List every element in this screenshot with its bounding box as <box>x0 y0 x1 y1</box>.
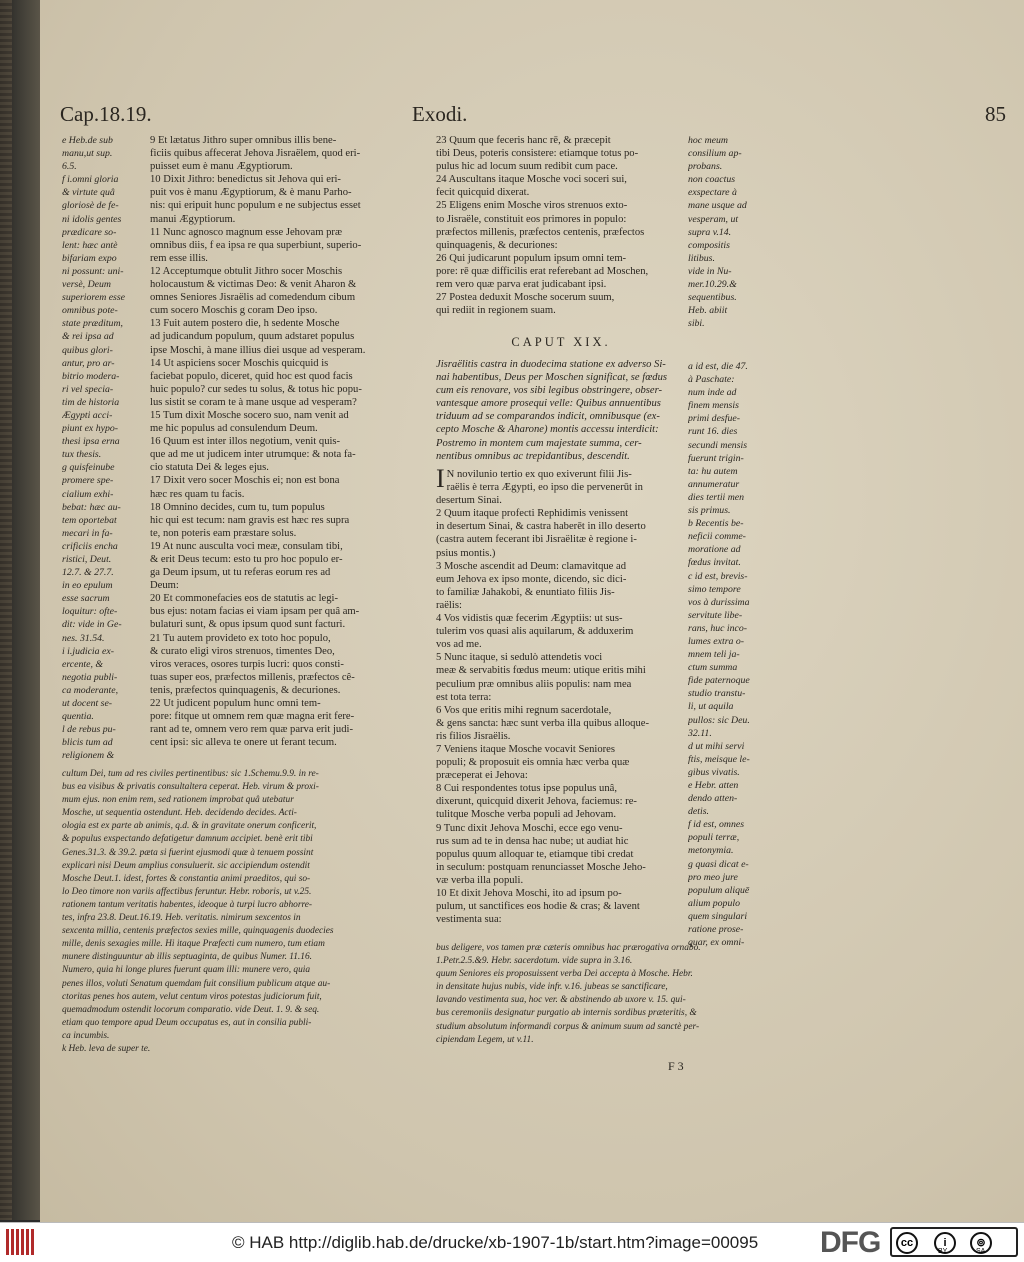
footnote-line: bus ea visibus & privatis consultaltera ceperat. Heb. virum & proxi- <box>62 782 319 793</box>
footnote-line: & populus exspectando defatigetur damnum accipiet. benè erit tibi <box>62 834 313 845</box>
margin-note-line: primi desfue- <box>688 413 740 425</box>
text-line: 9 Et lætatus Jithro super omnibus illis bene- <box>150 135 337 146</box>
margin-note-line: blicis tum ad <box>62 737 113 749</box>
margin-note-line: mecari in fa- <box>62 527 113 539</box>
margin-note-line: tim de historia <box>62 396 120 408</box>
margin-note-line: mnem teli ja- <box>688 649 740 661</box>
text-line: peculium præ omnibus aliis populis: nam mea <box>436 678 632 690</box>
text-line: me hic populus ad consulendum Deum. <box>150 423 318 435</box>
text-line: 10 Et dixit Jehova Moschi, ito ad ipsum po- <box>436 888 622 899</box>
text-line: 24 Auscultans itaque Mosche voci soceri sui, <box>436 174 627 186</box>
text-line: præceperat ei Jehova: <box>436 770 528 782</box>
text-line: tibi Deus, poteris consistere: etiamque totus po- <box>436 148 639 160</box>
text-line: omnes Seniores Jisraëlis ad comedendum cibum <box>150 292 356 304</box>
margin-note-line: ta: hu autem <box>688 465 738 477</box>
text-line: hæc res quam tu facis. <box>150 488 245 500</box>
text-line: 21 Tu autem provideto ex toto hoc populo, <box>150 632 331 644</box>
text-line: pulum, ut sanctifices eos hodie & cras; & lavent <box>436 901 640 913</box>
footnote-line: bus ceremoniis designatur purgatio ab internis sordibus præteritis, & <box>436 1008 697 1019</box>
margin-note-line: tem oportebat <box>62 514 117 526</box>
margin-note-line: annumeratur <box>688 478 740 490</box>
footnote-line: quum Seniores eis proposuissent verba Dei accepta à Mosche. Hebr. <box>436 969 693 980</box>
sa-label: SA <box>976 1248 986 1255</box>
text-line: 23 Quum que feceris hanc rē, & præcepit <box>436 135 611 146</box>
margin-note-line: quibus glori- <box>62 344 113 356</box>
margin-note-line: dit: vide in Ge- <box>62 619 122 631</box>
margin-note-line: cialium exhi- <box>62 488 114 500</box>
margin-note-line: antur, pro ar- <box>62 357 115 369</box>
margin-note-line: loquitur: ofte- <box>62 606 118 618</box>
margin-note-line: ut docent se- <box>62 698 113 710</box>
text-line: rant ad te, omnem vero rem quæ parva erit judi- <box>150 724 353 736</box>
text-line: 15 Tum dixit Mosche socero suo, nam venit ad <box>150 409 349 421</box>
text-line: puisset eum è manu Ægyptiorum. <box>150 161 293 173</box>
text-line: ficiis quibus affecerat Jehova Jisraëlem, quod eri- <box>150 148 361 160</box>
source-url[interactable]: © HAB http://diglib.hab.de/drucke/xb-1907-1b/start.htm?image=00095 <box>232 1233 759 1252</box>
text-line: rus sum ad te in densa hac nube; ut audiat hic <box>436 835 629 847</box>
chapter-summary <box>436 358 686 463</box>
margin-note-line: consilium ap- <box>688 148 742 160</box>
margin-note-line: pullos: sic Deu. <box>688 714 750 726</box>
margin-note-line: bitrio modera- <box>62 370 120 382</box>
footnote-line: cultum Dei, tum ad res civiles pertinentibus: sic 1.Schemu.9.9. in re- <box>62 769 319 779</box>
text-line: vos ad me. <box>436 639 482 651</box>
text-line: puit vos è manu Ægyptiorum, & è manu Parho- <box>150 187 352 199</box>
footnote-line: Mosche Deut.1. idest, fortes & constantia animi praeditos, qui so- <box>62 873 311 884</box>
margin-note-line: num inde ad <box>688 387 737 399</box>
margin-note-line: vide in Nu- <box>688 265 732 277</box>
text-line: que ad me ut judicem inter utrumque: & nota fa- <box>150 449 356 461</box>
text-line: fecit quicquid dixerat. <box>436 187 530 199</box>
text-line: est tota terra: <box>436 691 492 703</box>
margin-note-line: superiorem esse <box>62 292 126 304</box>
cc-icon: cc <box>896 1232 918 1254</box>
text-line: in seculum: postquam renunciasset Mosche Jeho- <box>436 861 646 873</box>
margin-note-line: studio transtu- <box>688 688 746 700</box>
footnote-line: bus deligere, vos tamen præ cæteris omnibus hac prærogativa ornabo. <box>436 943 701 953</box>
margin-note-line: promere spe- <box>62 475 114 487</box>
text-line: psius montis.) <box>436 547 496 559</box>
margin-note-line: ni possunt: uni- <box>62 265 124 277</box>
margin-note-line: à Paschate: <box>688 374 735 386</box>
text-line: 22 Ut judicent populum hunc omni tem- <box>150 698 321 710</box>
text-line: tulitque Mosche verba populi ad Jehovam. <box>436 809 617 821</box>
right-footnotes <box>436 942 780 1047</box>
text-line: populus quum alloquar te, etiamque tibi credat <box>436 848 634 860</box>
left-column-text <box>150 134 404 749</box>
margin-note-line: lumes extra o- <box>688 635 745 647</box>
margin-note-line: runt 16. dies <box>688 426 738 438</box>
right-marginal-notes-main <box>688 360 780 949</box>
left-footnotes <box>62 768 406 1056</box>
margin-note-line: tux thesis. <box>62 449 102 461</box>
margin-note-line: ristici, Deut. <box>62 554 112 565</box>
margin-note-line: gloriosè de fe- <box>62 200 119 212</box>
text-line: Deum: <box>150 580 179 592</box>
footnote-line: cipiendam Legem, ut v.11. <box>436 1034 534 1045</box>
footnote-line: penes illos, voluti Senatum quemdam fuit consilium publicum atque au- <box>62 978 331 989</box>
footnote-line: mum ejus. non enim rem, sed rationem improbat quâ utebatur <box>62 795 294 806</box>
margin-note-line: 32.11. <box>688 727 712 739</box>
margin-note-line: state præditum, <box>62 318 123 330</box>
text-line: raëlis: <box>436 599 462 611</box>
text-line: bus ejus: notam facias ei viam ipsam per quâ am- <box>150 606 360 618</box>
footnote-line: Genes.31.3. & 39.2. pæta si fuerint ejusmodi quæ à tenuem possint <box>62 847 314 858</box>
margin-note-line: thesi ipsa erna <box>62 436 120 448</box>
right-column-text-top <box>436 134 686 317</box>
margin-note-line: supra v.14. <box>688 226 732 238</box>
summary-line: triduum ad se comparandos indicit, omnibusque (ex- <box>436 411 660 423</box>
text-line: eum Jehova ex ipso monte, dicendo, sic dici- <box>436 573 627 585</box>
margin-note-line: negotia publi- <box>62 671 118 683</box>
footnote-line: sexcenta millia, centenis præfectos sexies mille, quinquagenis duodecies <box>62 926 334 937</box>
text-line: to Jisraële, constituit eos primores in populo: <box>436 213 627 225</box>
book-page <box>40 0 1024 1222</box>
margin-note-line: finem mensis <box>688 400 739 412</box>
margin-note-line: vesperam, ut <box>688 213 739 225</box>
footnote-line: quemadmodum ostendit locorum comparatio. vide Deut. 1. 9. & seq. <box>62 1004 320 1015</box>
margin-note-line: nes. 31.54. <box>62 632 105 644</box>
margin-note-line: detis. <box>688 806 709 818</box>
margin-note-line: religionem & <box>62 750 115 762</box>
text-line: quinquagenis, & decuriones: <box>436 239 558 251</box>
margin-note-line: non coactus <box>688 174 736 186</box>
footnote-line: rationem tantum veritatis habentes, ideoque à turpi lucro abhorre- <box>62 899 313 910</box>
book-title: Exodi. <box>412 102 468 126</box>
margin-note-line: d ut mihi servi <box>688 740 745 752</box>
margin-note-line: quar, ex omni- <box>688 937 745 949</box>
text-line: pore: fitque ut omnem rem quæ magna erit fere- <box>150 711 355 723</box>
margin-note-line: & rei ipsa ad <box>62 331 114 343</box>
text-line: holocaustum & victimas Deo: & venit Aharon & <box>150 279 357 291</box>
text-line: pulus hic ad locum suum redibit cum pace. <box>436 161 618 173</box>
margin-note-line: probans. <box>688 161 723 173</box>
margin-note-line: fuerunt trigin- <box>688 452 744 464</box>
footnote-line: lo Deo timore non variis affectibus feruntur. Hebr. roboris, ut v.25. <box>62 886 312 897</box>
margin-note-line: versè, Deum <box>62 279 111 291</box>
cc-license-badge[interactable] <box>890 1227 1018 1257</box>
text-line: tenis, præfectos quinquagenis, & decuriones. <box>150 684 341 696</box>
right-column-text-main <box>436 468 686 926</box>
chapter-heading: CAPUT XIX. <box>511 335 611 349</box>
text-line: manui Ægyptiorum. <box>150 213 236 225</box>
text-line: 25 Eligens enim Mosche viros strenuos exto- <box>436 200 628 212</box>
text-line: viros veraces, osores turpis lucri: quos consti- <box>150 658 344 670</box>
margin-note-line: dendo atten- <box>688 793 738 805</box>
left-marginal-notes <box>62 134 148 763</box>
text-line: 12 Acceptumque obtulit Jithro socer Moschis <box>150 265 343 277</box>
summary-line: cepto Mosche & Aharone) montis accessu interdicit: <box>436 424 659 436</box>
margin-note-line: ri vel specia- <box>62 383 114 395</box>
margin-note-line: ca moderante, <box>62 684 119 696</box>
margin-note-line: f i.omni gloria <box>62 174 119 186</box>
margin-note-line: Ægypti acci- <box>62 409 113 421</box>
text-line: tulerim vos quasi alis aquilarum, & adduxerim <box>436 626 634 638</box>
margin-note-line: mane usque ad <box>688 200 747 212</box>
margin-note-line: & virtute quâ <box>62 187 115 199</box>
margin-note-line: ercente, & <box>62 658 103 670</box>
footnote-line: Numero, quia hi longe plures fuerunt quam illi: munere vero, quia <box>62 965 311 976</box>
summary-line: Jisraëlitis castra in duodecima statione ex adverso Si- <box>436 359 666 370</box>
footnote-line: ca incumbis. <box>62 1030 110 1041</box>
viewer-footer <box>0 1222 1024 1262</box>
text-line: & gens sancta: hæc sunt verba illa quibus alloque- <box>436 717 650 729</box>
text-line: 10 Dixit Jithro: benedictus sit Jehova qui eri- <box>150 174 341 186</box>
text-line: væ verba illa populi. <box>436 874 524 886</box>
text-line: 27 Postea deduxit Mosche socerum suum, <box>436 292 615 304</box>
summary-line: nentibus omnibus ac trepidantibus, descendit. <box>436 450 630 462</box>
margin-note-line: gibus vivatis. <box>688 766 740 778</box>
text-line: in desertum Sinai, & castra haberēt in illo deserto <box>436 521 646 533</box>
margin-note-line: c id est, brevis- <box>688 570 748 582</box>
margin-note-line: compositis <box>688 239 730 251</box>
margin-note-line: populi terræ, <box>688 832 740 844</box>
text-line: nis: qui eripuit hunc populum e ne subjectus esset <box>150 200 361 212</box>
text-line: pore: rē quæ difficilis erat referebant ad Moschen, <box>436 265 649 277</box>
margin-note-line: fœdus invitat. <box>688 557 741 569</box>
text-line: 4 Vos vidistis quæ fecerim Ægyptiis: ut sus- <box>436 613 623 625</box>
page-number: 85 <box>985 102 1006 126</box>
margin-note-line: fide paternoque <box>688 675 750 687</box>
margin-note-line: lent: hæc antè <box>62 239 118 251</box>
margin-note-line: g quisfeinube <box>62 462 115 474</box>
margin-note-line: mer.10.29.& <box>688 279 737 291</box>
margin-note-line: servitute libe- <box>688 609 743 621</box>
margin-note-line: g quasi dicat e- <box>688 858 749 870</box>
footnote-line: k Heb. leva de super te. <box>62 1043 151 1054</box>
text-line: huic populo? cur sedes tu solus, & totus hic popu- <box>150 383 362 395</box>
margin-note-line: ftis, meisque le- <box>688 753 750 765</box>
book-spine <box>0 0 12 1220</box>
dfg-logo: DFG <box>820 1226 881 1259</box>
text-line: hic qui est tecum: nam gravis est hæc res supra <box>150 514 350 526</box>
footnote-line: mille, denis sexagies mille. Hi itaque Præfecti cum numero, tum etiam <box>62 939 325 950</box>
margin-note-line: vos à durissima <box>688 596 750 608</box>
by-attribution-icon: i <box>934 1232 956 1254</box>
margin-note-line: Heb. abiit <box>688 305 728 317</box>
margin-note-line: alium populo <box>688 897 740 909</box>
margin-note-line: quem singulari <box>688 910 748 922</box>
margin-note-line: sis primus. <box>688 505 731 517</box>
text-line: ipse Moschi, à mane illius diei usque ad vesperam. <box>150 344 366 356</box>
summary-line: Postremo in montem cum majestate summa, cer- <box>436 437 642 449</box>
margin-note-line: metonymia. <box>688 845 734 857</box>
margin-note-line: secundi mensis <box>688 439 748 451</box>
footnote-line: ctoritas penes hos autem, velut centum viros potestas judiciorum fuit, <box>62 991 322 1002</box>
margin-note-line: exspectare à <box>688 187 737 199</box>
margin-note-line: bifariam expo <box>62 252 117 264</box>
text-line: 8 Cui respondentes totus ipse populus unâ, <box>436 783 617 795</box>
margin-note-line: populum aliquē <box>688 884 750 896</box>
footnote-line: tes, infra 23.8. Deut.16.19. Heb. veritatis. nimirum sexcentos in <box>62 913 301 924</box>
text-line: raëlis è terra Ægypti, eo ipso die pervenerūt in <box>446 482 643 494</box>
by-label: BY <box>938 1248 948 1255</box>
text-line: te, non poteris eam præstare solus. <box>150 527 297 539</box>
text-line: dixerunt, quicquid dixerit Jehova, faciemus: re- <box>436 796 637 808</box>
text-line: 20 Et commonefacies eos de statutis ac legi- <box>150 593 338 605</box>
text-line: omnibus diis, f ea ipsa re qua superbiunt, superio- <box>150 239 362 251</box>
margin-note-line: sequentibus. <box>688 292 737 304</box>
text-line: & curato eligi viros strenuos, timentes Deo, <box>150 645 335 657</box>
text-line: lus sistit se coram te à mane usque ad vesperam? <box>150 396 357 408</box>
text-line: 13 Fuit autem postero die, h sedente Mosche <box>150 318 340 330</box>
margin-note-line: esse sacrum <box>62 593 110 605</box>
margin-note-line: omnibus pote- <box>62 305 118 317</box>
text-line: 17 Dixit vero socer Moschis ei; non est bona <box>150 475 340 487</box>
margin-note-line: quentia. <box>62 711 94 723</box>
text-line: I N novilunio tertio ex quo exiverunt filii Jis- <box>436 468 632 493</box>
margin-note-line: li, ut aquila <box>688 701 734 713</box>
margin-note-line: ratione prose- <box>688 924 744 936</box>
summary-line: cum eis renovare, vos sibi legibus obstringere, obser- <box>436 385 663 397</box>
text-line: desertum Sinai. <box>436 495 502 507</box>
margin-note-line: e Heb.de sub <box>62 135 113 146</box>
text-line: 18 Omnino decides, cum tu, tum populus <box>150 501 325 513</box>
footnote-line: in densitate hujus nubis, vide infr. v.16. jubeas se sanctificare, <box>436 982 668 993</box>
text-line: populi; & proposuit eis omnia hæc verba quæ <box>436 757 630 769</box>
share-alike-icon: ⊚ <box>970 1232 992 1254</box>
footnote-line: ologia est ex parte ab animis, q.d. & in gravitate onerum conficerit, <box>62 821 317 832</box>
margin-note-line: manu,ut sup. <box>62 148 113 160</box>
margin-note-line: piunt ex hypo- <box>62 423 119 435</box>
margin-note-line: prædicare so- <box>62 226 117 238</box>
text-line: (castra autem fecerant ibi Jisraëlitæ è regione i- <box>436 534 637 546</box>
margin-note-line: l de rebus pu- <box>62 724 116 736</box>
text-line: 3 Mosche ascendit ad Deum: clamavitque ad <box>436 560 627 572</box>
summary-line: nai habentibus, Deus per Moschen significat, se fœdus <box>436 372 667 384</box>
text-line: 9 Tunc dixit Jehova Moschi, ecce ego venu- <box>436 822 623 834</box>
text-line: vestimenta sua: <box>436 914 502 926</box>
text-line: ad judicandum populum, quum adstaret populus <box>150 331 355 343</box>
text-line: bulaturi sunt, & opus ipsum quod sunt facturi. <box>150 619 346 631</box>
text-line: cum socero Moschis g coram Deo ipso. <box>150 305 318 317</box>
summary-line: vantesque amore prosequi velle: Quibus annuentibus <box>436 398 661 410</box>
margin-note-line: i i.judicia ex- <box>62 645 114 657</box>
initial-letter: I <box>436 468 445 493</box>
margin-note-line: f id est, omnes <box>688 819 745 831</box>
margin-note-line: crificiis encha <box>62 540 118 552</box>
margin-note-line: neficii comme- <box>688 531 746 543</box>
margin-note-line: e Hebr. atten <box>688 780 739 791</box>
text-line: ga Deum ipsum, ut tu referas eorum res ad <box>150 567 331 579</box>
text-line: meæ & servabitis fœdus meum: utique eritis mihi <box>436 665 646 677</box>
margin-note-line: b Recentis be- <box>688 518 744 530</box>
margin-note-line: dies tertii men <box>688 491 745 503</box>
margin-note-line: hoc meum <box>688 135 728 146</box>
footnote-line: 1.Petr.2.5.&9. Hebr. sacerdotum. vide supra in 3.16. <box>436 956 633 967</box>
signature-mark: F 3 <box>668 1060 684 1073</box>
text-line: 16 Quum est inter illos negotium, venit quis- <box>150 436 341 448</box>
book-edge <box>0 0 40 1220</box>
text-line: 11 Nunc agnosco magnum esse Jehovam præ <box>150 226 343 238</box>
text-line: 2 Quum itaque profecti Rephidimis venissent <box>436 508 629 520</box>
chapter-reference: Cap.18.19. <box>60 102 152 126</box>
footnote-line: munere distinguuntur ab illis septuaginta, de quibus Numer. 11.16. <box>62 952 312 963</box>
text-line: 14 Ut aspiciens socer Moschis quicquid is <box>150 357 329 369</box>
chapter-heading-block <box>436 330 686 355</box>
footnote-line: lavando vestimenta sua, hoc ver. & abstinendo ab uxore v. 15. qui- <box>436 995 686 1006</box>
text-line: tuas super eos, præfectos millenis, præfectos cê- <box>150 671 355 683</box>
text-line: ris filios Jisraëlis. <box>436 730 511 742</box>
footnote-line: etiam quo tempore apud Deum occupatus es, aut in consilia publi- <box>62 1017 312 1028</box>
margin-note-line: 6.5. <box>62 161 77 173</box>
margin-note-line: pro meo jure <box>688 871 738 883</box>
library-logo-icon <box>6 1229 34 1255</box>
text-line: 6 Vos que eritis mihi regnum sacerdotale, <box>436 704 612 716</box>
footnote-line: Mosche, ut sequentia ostendunt. Heb. decidendo decides. Acti- <box>62 808 297 819</box>
margin-note-line: bebat: hæc au- <box>62 501 121 513</box>
text-line: 7 Veniens itaque Mosche vocavit Seniores <box>436 743 615 755</box>
text-line: præfectos millenis, præfectos centenis, præfectos <box>436 226 645 238</box>
margin-note-line: litibus. <box>688 252 715 264</box>
text-line: cio statuta Dei & leges ejus. <box>150 462 269 474</box>
text-line: & erit Deus tecum: esto tu pro hoc populo er- <box>150 554 343 565</box>
text-line: qui rediit in regionem suam. <box>436 305 556 317</box>
running-head <box>60 102 1004 128</box>
text-line: rem esse illis. <box>150 252 208 264</box>
text-line: 5 Nunc itaque, si sedulò attendetis voci <box>436 652 603 664</box>
margin-note-line: sibi. <box>688 318 705 330</box>
margin-note-line: moratione ad <box>688 544 741 556</box>
text-line: 19 At nunc ausculta voci meæ, consulam tibi, <box>150 540 343 552</box>
margin-note-line: in eo epulum <box>62 580 113 592</box>
margin-note-line: a id est, die 47. <box>688 361 748 372</box>
footnote-line: explicari nisi Deum amplius consuluerit. sic accipiendum ostendit <box>62 860 310 871</box>
text-line: cent ipsi: sic alleva te onere ut ferant tecum. <box>150 737 337 749</box>
margin-note-line: ni idolis gentes <box>62 213 122 225</box>
margin-note-line: rans, huc inco- <box>688 622 748 634</box>
footnote-line: studium absolutum informandi corpus & animum suum ad sanctè per- <box>436 1021 700 1032</box>
margin-note-line: simo tempore <box>688 583 741 595</box>
margin-note-line: 12.7. & 27.7. <box>62 567 114 579</box>
text-line: to familiæ Jahakobi, & enuntiato filiis Jis- <box>436 586 615 598</box>
text-line: rem vero quæ parva erat judicabant ipsi. <box>436 279 607 291</box>
text-line: 26 Qui judicarunt populum ipsum omni tem- <box>436 252 627 264</box>
margin-note-line: ctum summa <box>688 662 738 674</box>
text-line: faciebat populo, diceret, quid hoc est quod facis <box>150 370 353 382</box>
right-marginal-notes-top <box>688 134 780 330</box>
